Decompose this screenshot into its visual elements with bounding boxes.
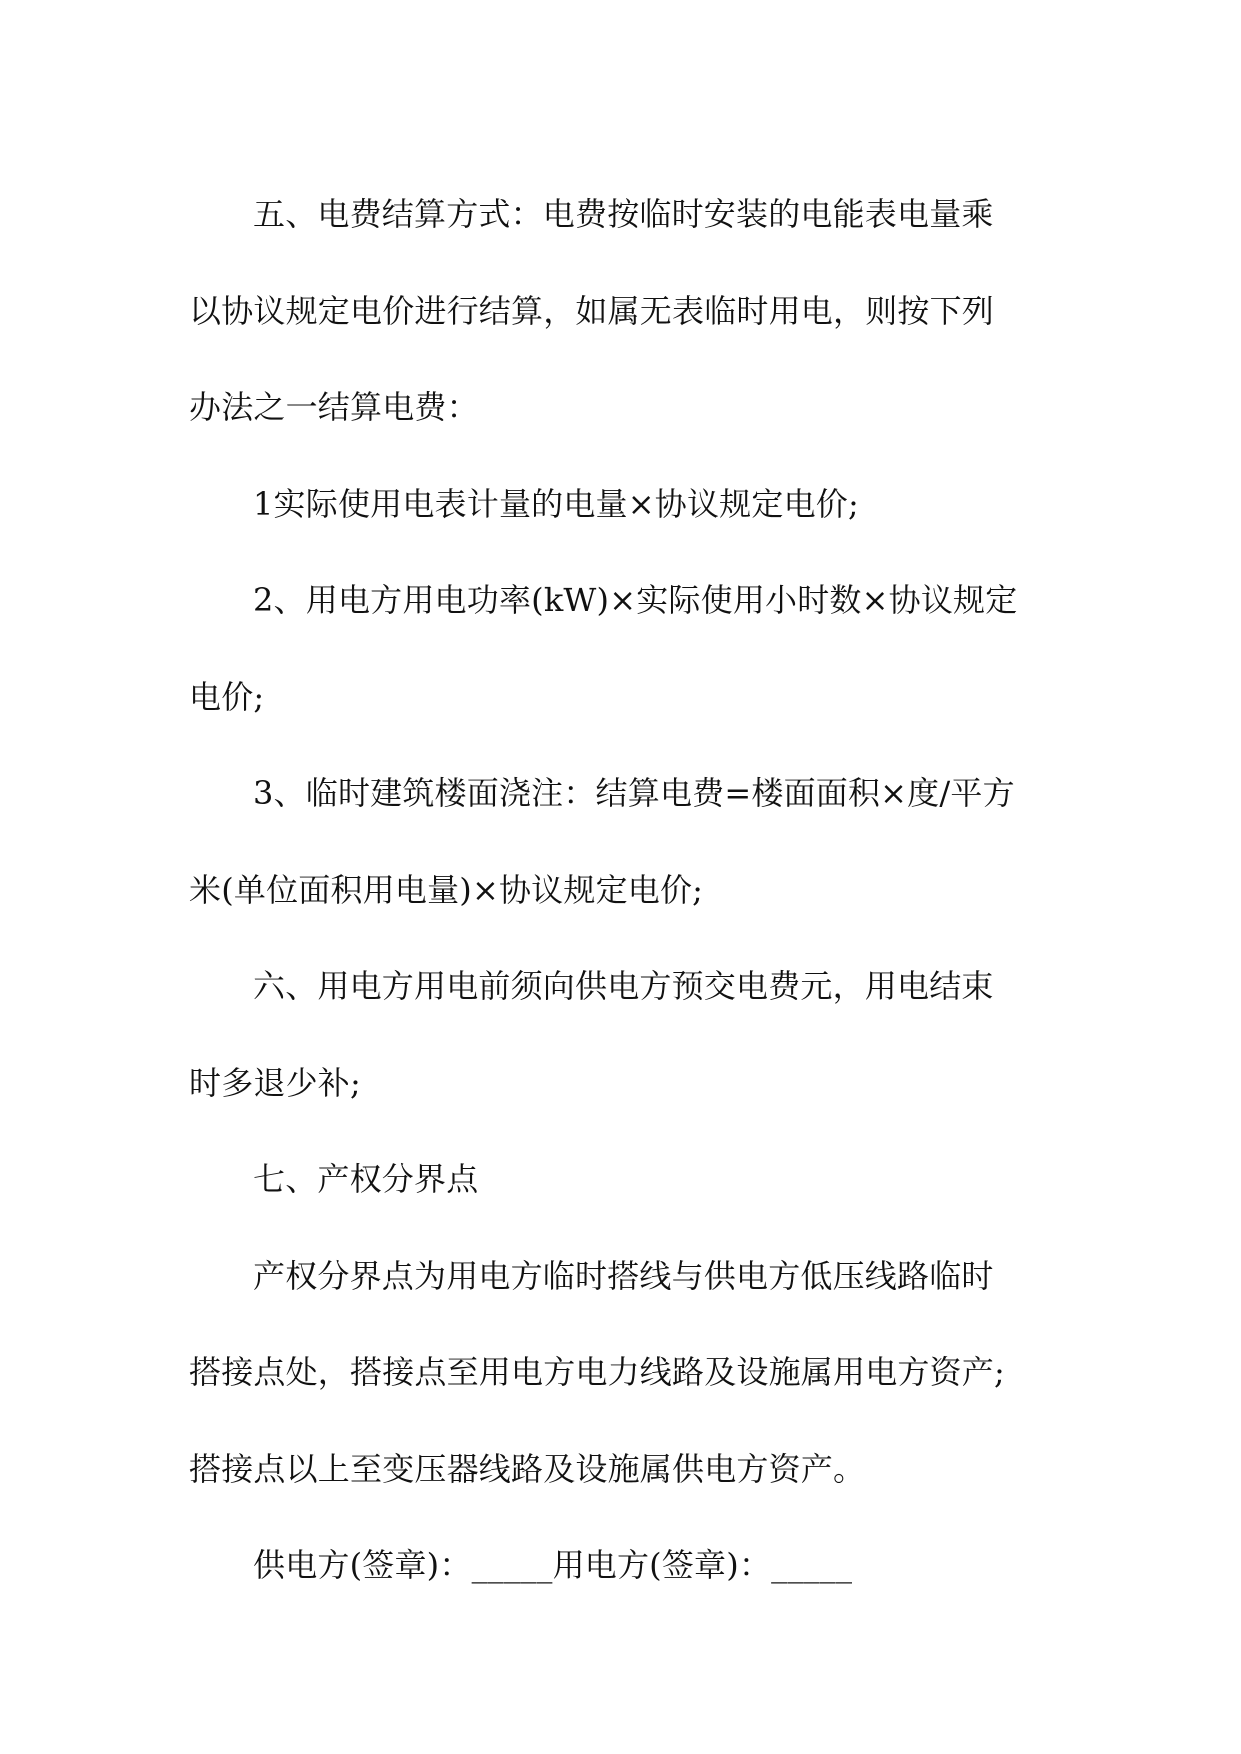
section-heading: 七、产权分界点 <box>253 1160 479 1198</box>
paragraph-line: 电价; <box>189 677 265 716</box>
signature-line: 供电方(签章)：_____用电方(签章)：_____ <box>253 1546 853 1584</box>
paragraph-line: 2、用电方用电功率(kW)×实际使用小时数×协议规定 <box>253 581 1018 619</box>
paragraph-line: 搭接点处，搭接点至用电方电力线路及设施属用电方资产; <box>189 1353 1005 1391</box>
paragraph-line: 五、电费结算方式：电费按临时安装的电能表电量乘 <box>253 195 994 233</box>
paragraph-line: 六、用电方用电前须向供电方预交电费元，用电结束 <box>253 967 994 1005</box>
paragraph-line: 以协议规定电价进行结算，如属无表临时用电，则按下列 <box>189 291 995 330</box>
paragraph-line: 米(单位面积用电量)×协议规定电价; <box>189 870 704 909</box>
paragraph-line: 时多退少补; <box>189 1063 361 1102</box>
paragraph-line: 办法之一结算电费： <box>189 388 479 426</box>
paragraph-line: 搭接点以上至变压器线路及设施属供电方资产。 <box>189 1449 866 1488</box>
paragraph-line: 3、临时建筑楼面浇注：结算电费=楼面面积×度/平方 <box>253 774 1015 812</box>
document-body <box>189 166 1049 1614</box>
paragraph-line: 1实际使用电表计量的电量×协议规定电价; <box>253 484 859 523</box>
paragraph-line: 产权分界点为用电方临时搭线与供电方低压线路临时 <box>253 1256 994 1295</box>
